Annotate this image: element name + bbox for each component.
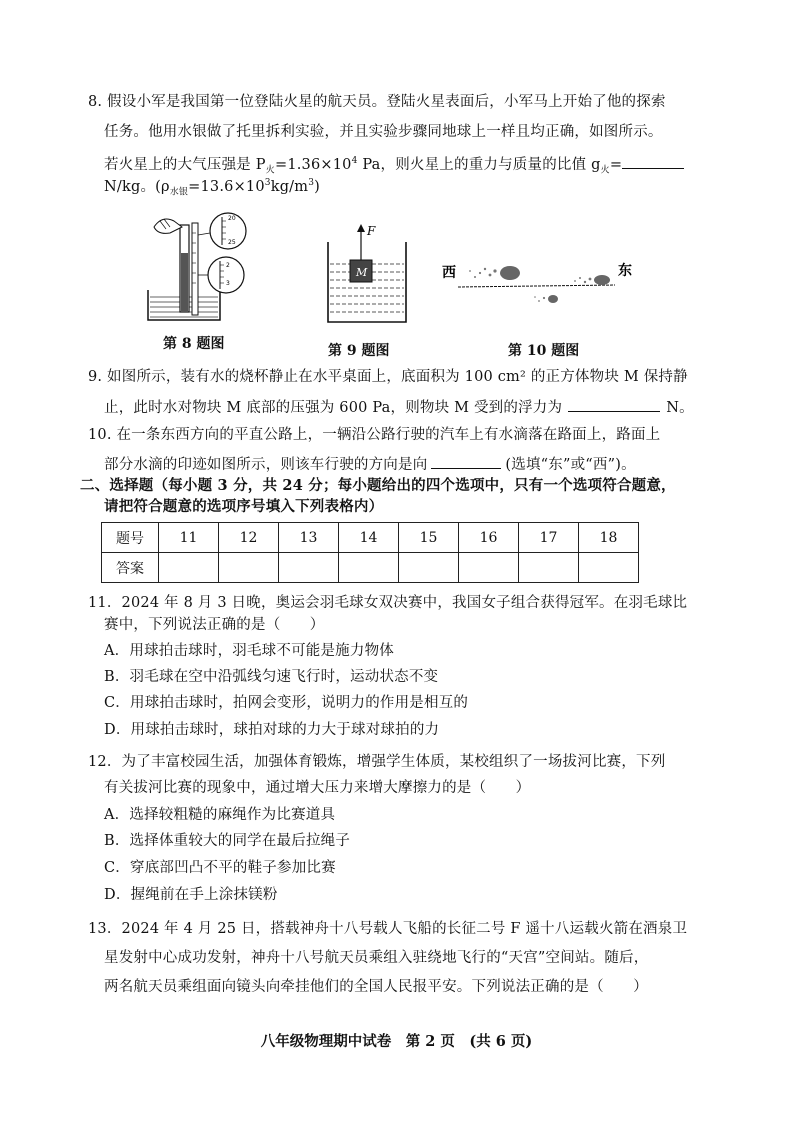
answer-cell[interactable]	[159, 553, 219, 583]
q11-option-d: D．用球拍击球时，球拍对球的力大于球对球拍的力	[104, 722, 440, 738]
q12-option-d: D．握绳前在手上涂抹镁粉	[104, 887, 278, 903]
q10-text: 部分水滴的印迹如图所示，则该车行驶的方向是向	[104, 457, 428, 473]
fig10-road-diagram	[440, 255, 640, 310]
answer-cell[interactable]	[279, 553, 339, 583]
q8-text: kg/m	[270, 178, 309, 195]
q8-text: Pa，则火星上的重力与质量的比值 g	[357, 156, 601, 173]
q8-text: )	[314, 178, 321, 195]
fig10-caption: 第 10 题图	[508, 343, 580, 359]
q13-stem-line2: 星发射中心成功发射，神舟十八号航天员乘组入驻绕地飞行的“天宫”空间站。随后，	[104, 950, 649, 966]
fig9-block-label: M	[356, 266, 368, 279]
answer-table	[101, 522, 639, 583]
fig8-tick-label: 20	[228, 215, 236, 222]
q9-text: 止，此时水对物块 M 底部的压强为 600 Pa，则物块 M 受到的浮力为	[104, 400, 563, 416]
fig9-force-label: F	[367, 224, 376, 238]
q13-stem-line1: 13．2024 年 4 月 25 日，搭载神舟十八号载人飞船的长征二号 F 遥十八运载火箭在酒泉卫	[88, 921, 688, 937]
q9-line2	[104, 395, 694, 419]
answer-table-header-row	[102, 523, 639, 553]
q11-option-a: A．用球拍击球时，羽毛球不可能是施力物体	[104, 643, 394, 659]
q9-line1: 9. 如图所示，装有水的烧杯静止在水平桌面上，底面积为 100 cm² 的正方体物块 M 保持静	[88, 369, 688, 385]
q8-sub: 火	[600, 165, 610, 176]
question-number-cell: 13	[279, 523, 339, 553]
fig8-torricelli-diagram	[140, 205, 250, 330]
question-number-cell: 16	[459, 523, 519, 553]
answer-cell[interactable]	[459, 553, 519, 583]
question-number-cell: 14	[339, 523, 399, 553]
question-number-cell: 17	[519, 523, 579, 553]
fig9-beaker-diagram	[318, 222, 418, 332]
q8-line4	[104, 172, 320, 204]
q12-stem-line2: 有关拔河比赛的现象中，通过增大压力来增大摩擦力的是（ ）	[104, 780, 531, 796]
answer-cell[interactable]	[519, 553, 579, 583]
q11-stem-line1: 11．2024 年 8 月 3 日晚，奥运会羽毛球女双决赛中，我国女子组合获得冠军。在羽毛球比	[88, 595, 688, 611]
q8-text: =1.36×10	[274, 156, 352, 173]
q8-text: 若火星上的大气压强是 P	[104, 156, 266, 173]
question-number-label: 题号	[102, 523, 159, 553]
answer-cell[interactable]	[399, 553, 459, 583]
fig8-tick-label: 3	[226, 280, 230, 287]
q8-line1: 8. 假设小军是我国第一位登陆火星的航天员。登陆火星表面后，小军马上开始了他的探索	[88, 94, 666, 110]
q8-sup: 3	[264, 178, 271, 188]
q11-option-c: C．用球拍击球时，拍网会变形，说明力的作用是相互的	[104, 695, 469, 711]
page-footer: 八年级物理期中试卷 第 2 页 (共 6 页)	[260, 1033, 533, 1050]
q13-stem-line3: 两名航天员乘组面向镜头向牵挂他们的全国人民报平安。下列说法正确的是（ ）	[104, 979, 648, 995]
question-number-cell: 15	[399, 523, 459, 553]
q12-option-b: B．选择体重较大的同学在最后拉绳子	[104, 833, 351, 849]
q8-sub: 水银	[169, 187, 189, 198]
fig8-tick-label: 2	[226, 262, 230, 269]
question-number-cell: 11	[159, 523, 219, 553]
q8-line2: 任务。他用水银做了托里拆利实验，并且实验步骤同地球上一样且均正确，如图所示。	[104, 124, 663, 140]
q11-option-b: B．羽毛球在空中沿弧线匀速飞行时，运动状态不变	[104, 669, 439, 685]
q9-answer-blank[interactable]	[568, 395, 660, 412]
q10-line2	[104, 452, 636, 476]
section2-instruction: 请把符合题意的选项序号填入下列表格内）	[104, 498, 384, 515]
q8-text: =13.6×10	[188, 178, 265, 195]
q10-line1: 10. 在一条东西方向的平直公路上，一辆沿公路行驶的汽车上有水滴落在路面上，路面上	[88, 427, 661, 443]
section2-heading: 二、选择题（每小题 3 分，共 24 分；每小题给出的四个选项中，只有一个选项符合题意，	[80, 477, 676, 494]
q10-answer-blank[interactable]	[431, 452, 501, 469]
fig9-caption: 第 9 题图	[328, 343, 390, 359]
q11-stem-line2: 赛中，下列说法正确的是（ ）	[104, 617, 325, 633]
q8-sup: 3	[308, 178, 315, 188]
answer-cell[interactable]	[219, 553, 279, 583]
q12-option-a: A．选择较粗糙的麻绳作为比赛道具	[104, 807, 336, 823]
fig10-west-label: 西	[442, 265, 456, 281]
answer-cell[interactable]	[579, 553, 639, 583]
q12-stem-line1: 12．为了丰富校园生活，加强体育锻炼，增强学生体质，某校组织了一场拔河比赛，下列	[88, 754, 666, 770]
q8-sub: 火	[265, 165, 275, 176]
answer-cell[interactable]	[339, 553, 399, 583]
answer-table-answer-row	[102, 553, 639, 583]
q8-sup: 4	[351, 156, 358, 166]
answer-label: 答案	[102, 553, 159, 583]
fig8-tick-label: 25	[228, 239, 236, 246]
q12-option-c: C．穿底部凹凸不平的鞋子参加比赛	[104, 860, 336, 876]
q9-text: N。	[666, 400, 694, 416]
fig8-caption: 第 8 题图	[163, 336, 225, 352]
question-number-cell: 18	[579, 523, 639, 553]
q8-text: N/kg。(ρ	[104, 178, 170, 195]
q10-text: (选填“东”或“西”)。	[505, 457, 636, 473]
q8-text: =	[609, 156, 623, 173]
question-number-cell: 12	[219, 523, 279, 553]
fig10-east-label: 东	[618, 263, 632, 279]
q8-answer-blank[interactable]	[622, 152, 684, 169]
